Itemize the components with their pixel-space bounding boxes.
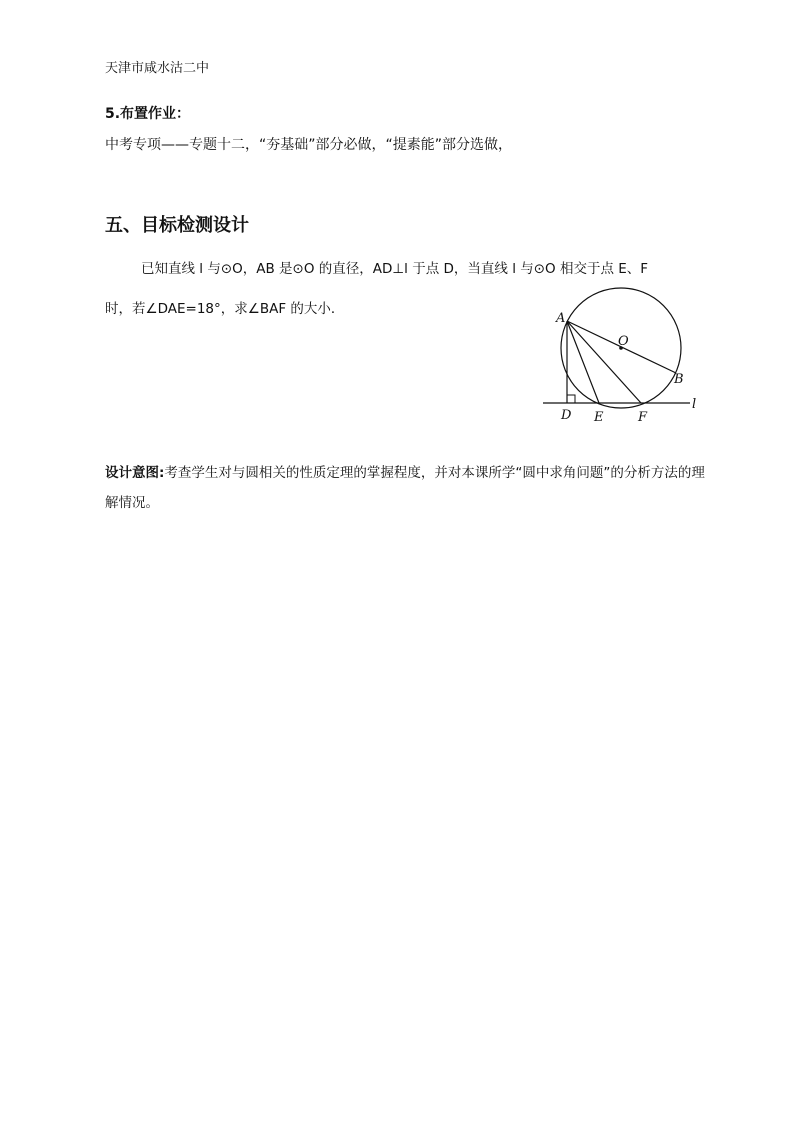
label-e: E [594,410,604,425]
question-line-1: 已知直线 l 与⊙O，AB 是⊙O 的直径，AD⊥l 于点 D，当直线 l 与⊙O 相交于点 E、F [141,261,649,277]
label-f: F [638,410,648,425]
right-angle-mark [567,395,575,403]
label-d: D [561,408,572,423]
label-a: A [556,311,566,326]
school-name: 天津市咸水沽二中 [105,61,210,76]
segment-ae [567,321,599,403]
label-o: O [618,334,629,349]
label-l: l [692,397,697,412]
homework-text: 中考专项——专题十二，“夯基础”部分必做，“提素能”部分选做， [105,137,513,153]
label-b: B [674,372,684,387]
geometry-figure [540,282,705,427]
section-title: 五、目标检测设计 [105,215,249,236]
design-intent-text: 考查学生对与圆相关的性质定理的掌握程度，并对本课所学“圆中求角问题”的分析方法的理解情况。 [105,465,705,511]
homework-heading: 5.布置作业： [105,106,191,122]
question-line-2: 时，若∠DAE=18°，求∠BAF 的大小． [105,301,345,317]
design-intent-label: 设计意图: [105,465,165,481]
design-intent [105,458,705,518]
